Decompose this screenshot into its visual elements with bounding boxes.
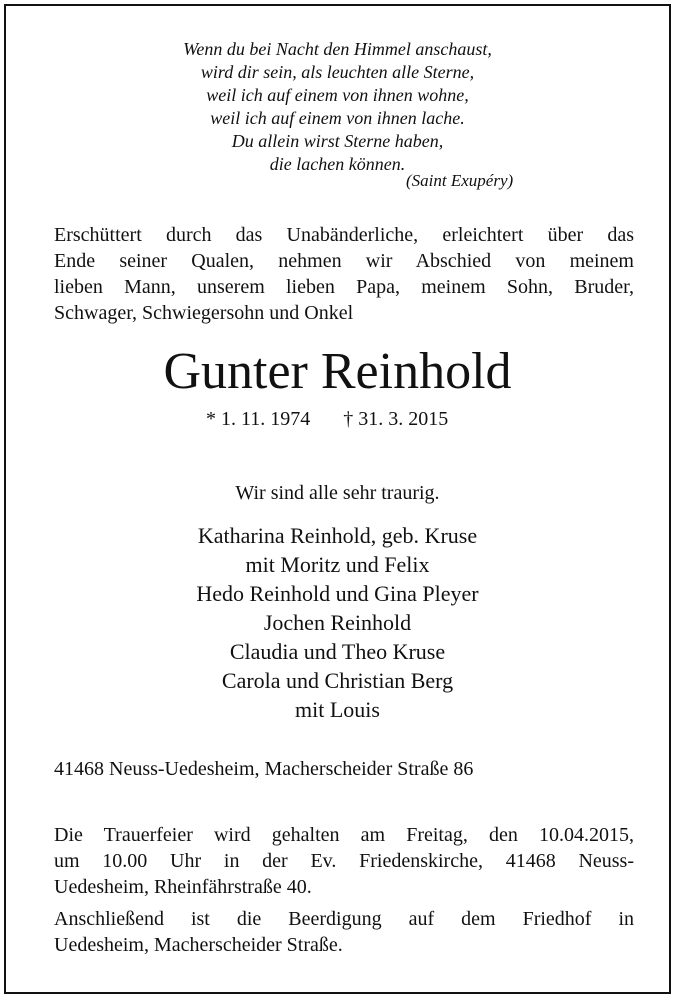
- family-member: mit Louis: [295, 697, 380, 722]
- poem-source: (Saint Exupéry): [406, 171, 514, 190]
- family-member: mit Moritz und Felix: [245, 552, 430, 577]
- poem-line: wird dir sein, als leuchten alle Sterne,: [200, 62, 475, 82]
- service-line: Uedesheim, Rheinfährstraße 40.: [54, 876, 312, 898]
- burial-paragraph: [54, 906, 634, 958]
- intro-line: Erschüttert durch das Unabänderliche, erleichtert über das: [54, 224, 634, 246]
- burial-line: Uedesheim, Macherscheider Straße.: [54, 934, 343, 956]
- poem-line: Wenn du bei Nacht den Himmel anschaust,: [183, 39, 492, 59]
- intro-line: lieben Mann, unserem lieben Papa, meinem Sohn, Bruder,: [54, 276, 634, 298]
- poem-line: weil ich auf einem von ihnen lache.: [210, 108, 465, 128]
- family-address: 41468 Neuss-Uedesheim, Macherscheider Straße 86: [54, 758, 474, 780]
- death-date: † 31. 3. 2015: [343, 408, 449, 430]
- family-list: [6, 521, 669, 724]
- poem-line: weil ich auf einem von ihnen wohne,: [206, 85, 469, 105]
- service-paragraph: [54, 822, 634, 900]
- service-line: Die Trauerfeier wird gehalten am Freitag, den 10.04.2015,: [54, 824, 634, 846]
- poem-line: die lachen können.: [269, 154, 406, 174]
- family-member: Katharina Reinhold, geb. Kruse: [197, 523, 478, 548]
- service-line: um 10.00 Uhr in der Ev. Friedenskirche, 41468 Neuss-: [54, 850, 634, 872]
- family-member: Carola und Christian Berg: [221, 668, 454, 693]
- burial-line: Anschließend ist die Beerdigung auf dem Friedhof in: [54, 908, 634, 930]
- poem: [6, 38, 669, 176]
- life-dates: [206, 406, 448, 432]
- mourning-statement: Wir sind alle sehr traurig.: [235, 482, 440, 504]
- intro-line: Ende seiner Qualen, nehmen wir Abschied von meinem: [54, 250, 634, 272]
- family-member: Hedo Reinhold und Gina Pleyer: [196, 581, 479, 606]
- family-member: Jochen Reinhold: [263, 610, 412, 635]
- poem-line: Du allein wirst Sterne haben,: [231, 131, 444, 151]
- family-member: Claudia und Theo Kruse: [229, 639, 446, 664]
- obituary-notice: [4, 4, 671, 994]
- deceased-name: Gunter Reinhold: [163, 343, 512, 400]
- intro-line: Schwager, Schwiegersohn und Onkel: [54, 302, 354, 324]
- birth-date: * 1. 11. 1974: [206, 408, 311, 430]
- intro-paragraph: [54, 222, 634, 326]
